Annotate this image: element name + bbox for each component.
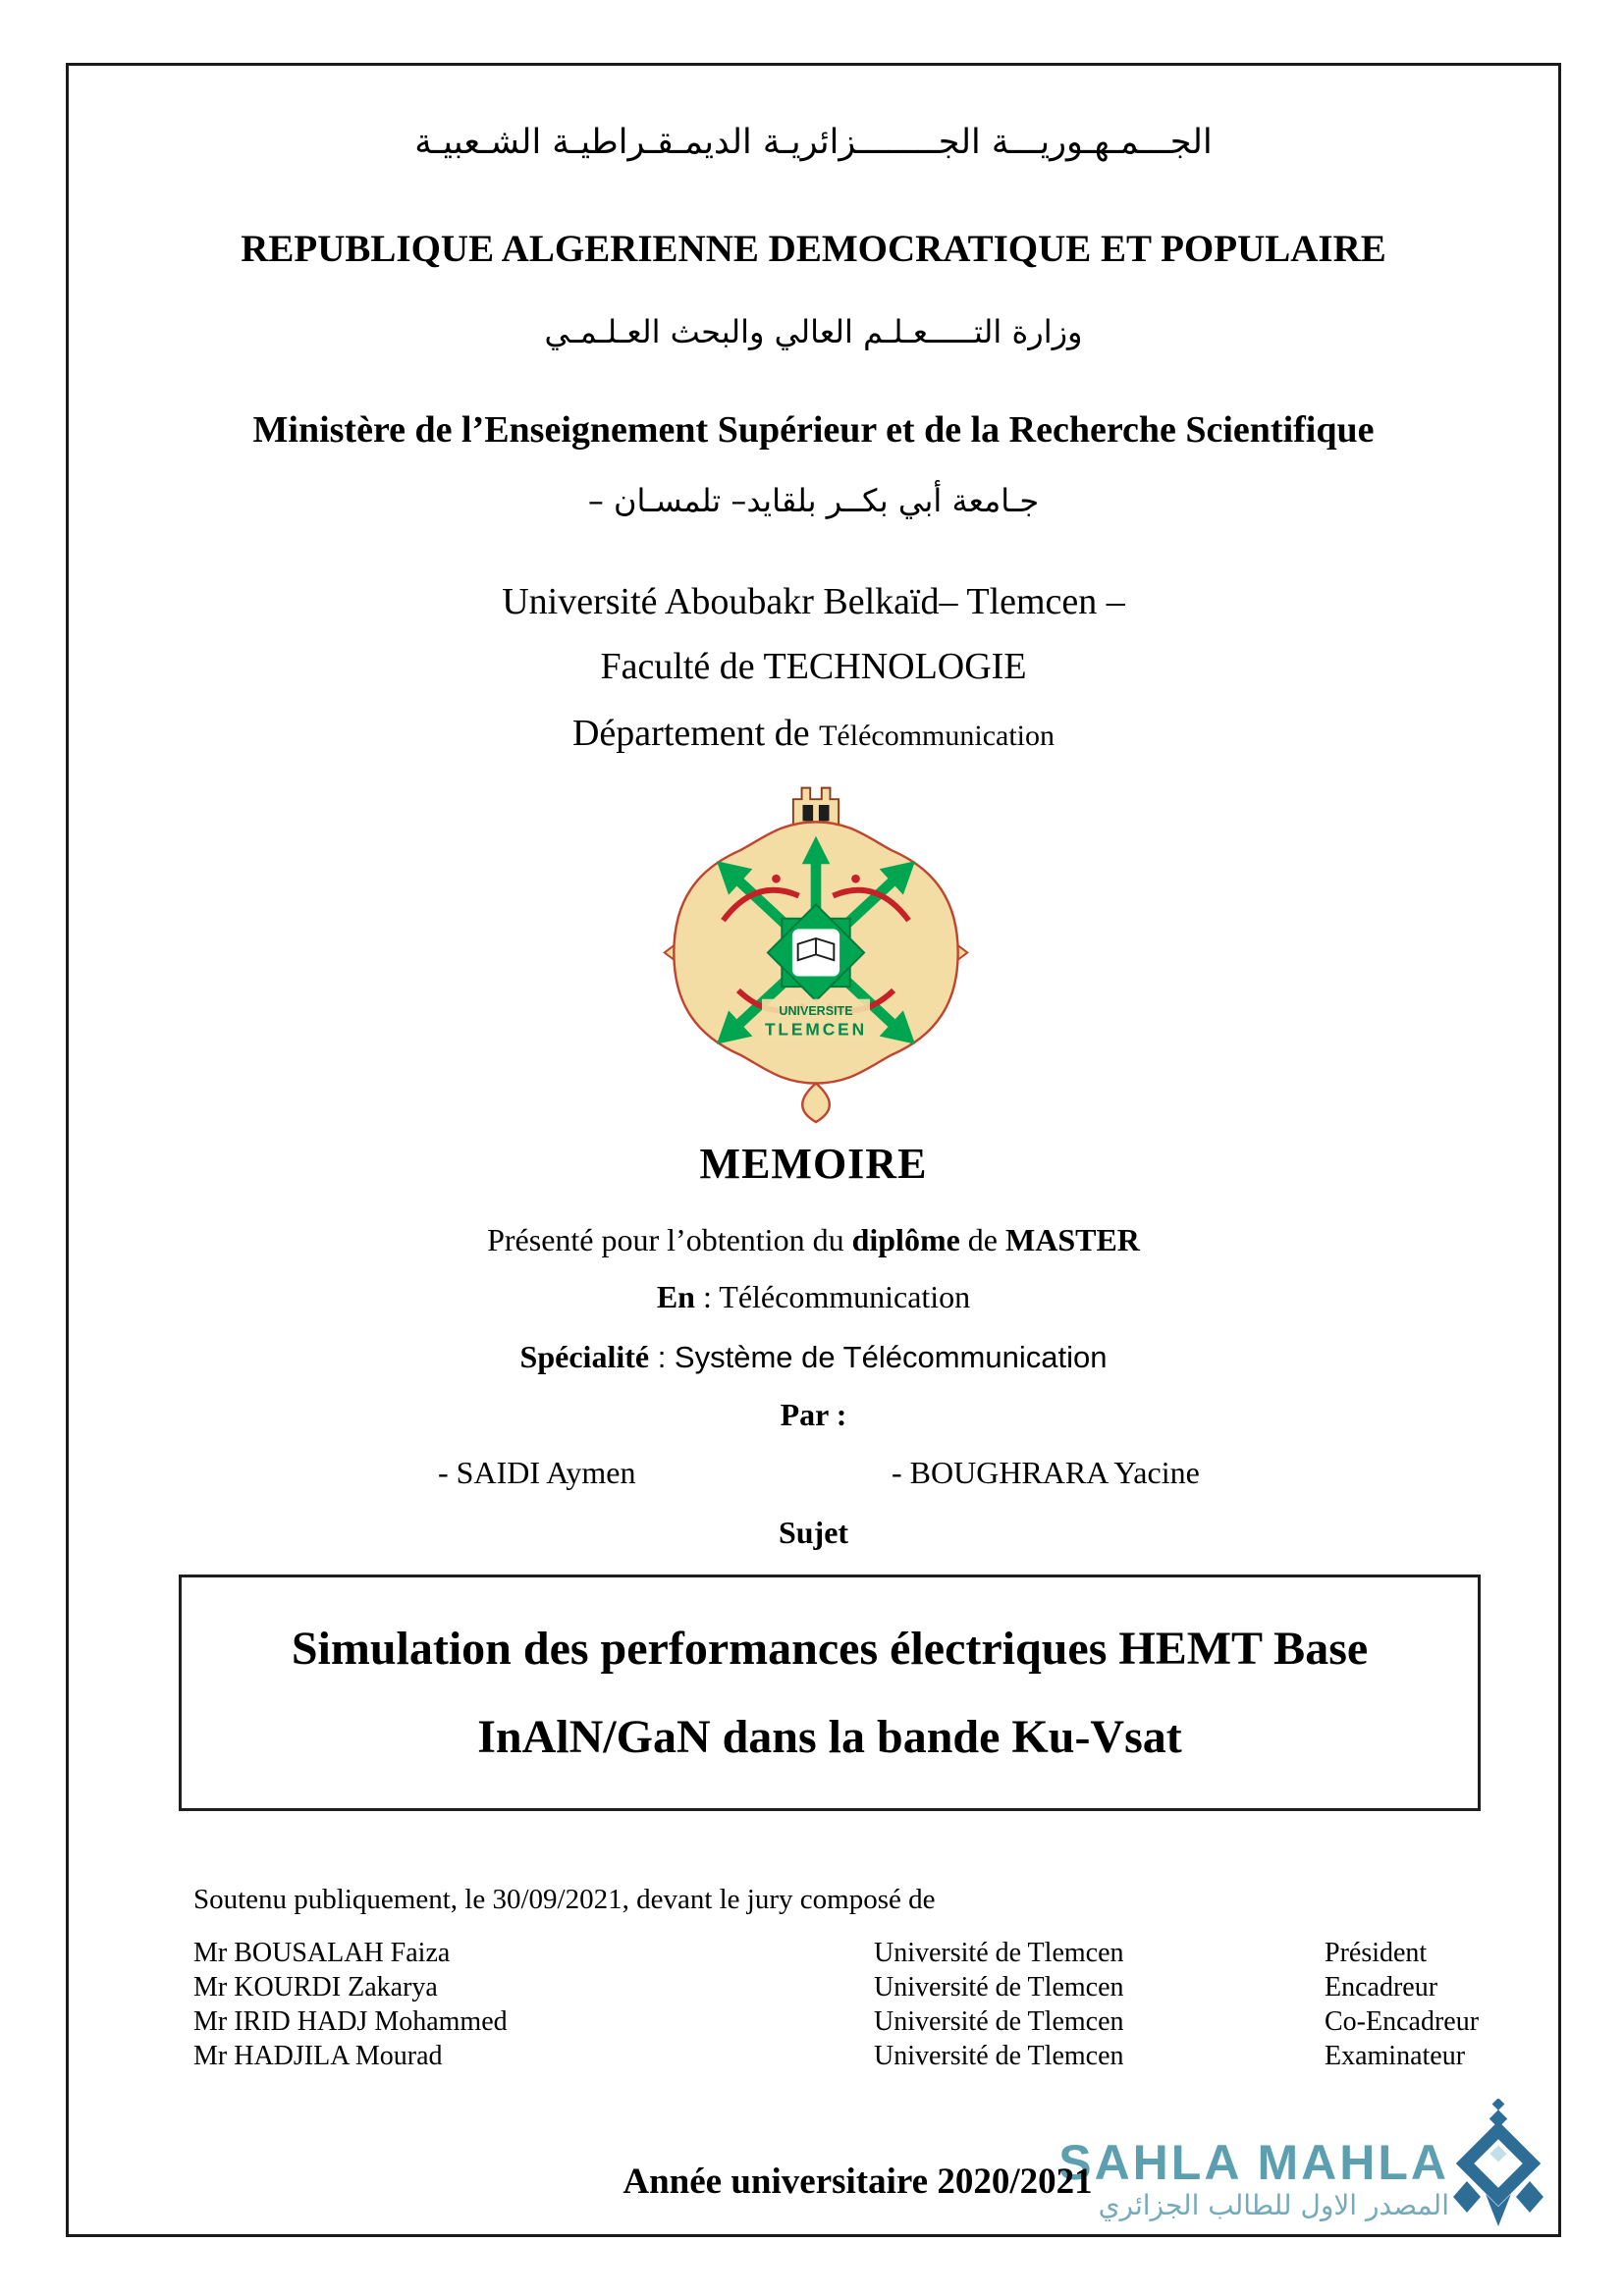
jury-member-role: Co-Encadreur [1325, 2006, 1480, 2037]
author-1: - SAIDI Aymen [438, 1455, 636, 1490]
jury-member-role: Encadreur [1325, 1972, 1438, 2002]
jury-row [193, 2039, 1500, 2073]
republic-name-french: REPUBLIQUE ALGERIENNE DEMOCRATIQUE ET POPULAIRE [241, 228, 1386, 270]
document-type-title: MEMOIRE [699, 1140, 928, 1188]
academic-year: Année universitaire 2020/2021 [623, 2162, 1093, 2202]
jury-member-affiliation: Université de Tlemcen [874, 2041, 1124, 2071]
degree-diplome: diplôme [851, 1222, 960, 1257]
field-line [66, 1277, 1561, 1316]
watermark-tagline-arabic: المصدر الاول للطالب الجزائري [1098, 2189, 1449, 2221]
department-line [66, 711, 1561, 758]
jury-member-role: Président [1325, 1938, 1428, 1968]
jury-member-name: Mr IRID HADJ Mohammed [193, 2006, 508, 2037]
subject-title-line-2: InAlN/GaN dans la bande Ku-Vsat [477, 1710, 1182, 1763]
specialty-value: : Système de Télécommunication [649, 1340, 1108, 1374]
subject-label: Sujet [778, 1515, 849, 1550]
university-logo [663, 778, 969, 1129]
logo-text-tlemcen: TLEMCEN [764, 1019, 868, 1040]
watermark-brand-text: SAHLA MAHLA [1058, 2135, 1449, 2190]
university-name-arabic: جـامعة أبي بكــر بلقايد– تلمسـان – [587, 482, 1040, 519]
field-value: : Télécommunication [694, 1279, 971, 1314]
logo-star-book-icon [768, 904, 864, 1000]
department-label: Département de [571, 713, 820, 754]
jury-member-affiliation: Université de Tlemcen [874, 1972, 1124, 2002]
jury-member-role: Examinateur [1325, 2041, 1466, 2071]
by-label: Par : [780, 1397, 847, 1432]
jury-row [193, 1936, 1500, 1970]
degree-statement [66, 1220, 1561, 1259]
jury-row [193, 2004, 1500, 2039]
jury-member-affiliation: Université de Tlemcen [874, 1938, 1124, 1968]
ministry-name-french: Ministère de l’Enseignement Supérieur et de la Recherche Scientifique [252, 409, 1375, 451]
logo-text-universite: UNIVERSITE [779, 1004, 853, 1019]
university-name-french: Université Aboubakr Belkaïd– Tlemcen – [502, 581, 1125, 622]
faculty-name: Faculté de TECHNOLOGIE [600, 646, 1027, 687]
degree-statement-prefix: Présenté pour l’obtention du [487, 1222, 852, 1257]
defense-intro: Soutenu publiquement, le 30/09/2021, devant le jury composé de [193, 1884, 936, 1915]
author-2: - BOUGHRARA Yacine [892, 1455, 1200, 1490]
specialty-label: Spécialité [519, 1339, 650, 1374]
jury-row [193, 1970, 1500, 2004]
jury-member-affiliation: Université de Tlemcen [874, 2006, 1124, 2037]
specialty-line [66, 1337, 1561, 1377]
ministry-name-arabic: وزارة التـــــعـلـم العالي والبحث العـلـمـي [544, 313, 1083, 350]
republic-name-arabic: الجـــمـهـوريـــة الجــــــــزائريـة الديمـقـراطيـة الشـعبيـة [414, 123, 1213, 162]
degree-statement-mid: de [959, 1222, 1005, 1257]
degree-master: MASTER [1005, 1222, 1140, 1257]
jury-member-name: Mr KOURDI Zakarya [193, 1972, 438, 2002]
university-logo-graphic [663, 778, 969, 1124]
jury-member-name: Mr BOUSALAH Faiza [193, 1938, 451, 1968]
subject-title-line-1: Simulation des performances électriques HEMT Base [291, 1622, 1369, 1675]
jury-table [193, 1936, 1500, 2073]
department-value: Télécommunication [819, 720, 1056, 752]
subject-title-box [179, 1575, 1481, 1811]
authors-line [66, 1453, 1561, 1492]
field-label: En [656, 1279, 695, 1314]
jury-member-name: Mr HADJILA Mourad [193, 2041, 443, 2071]
